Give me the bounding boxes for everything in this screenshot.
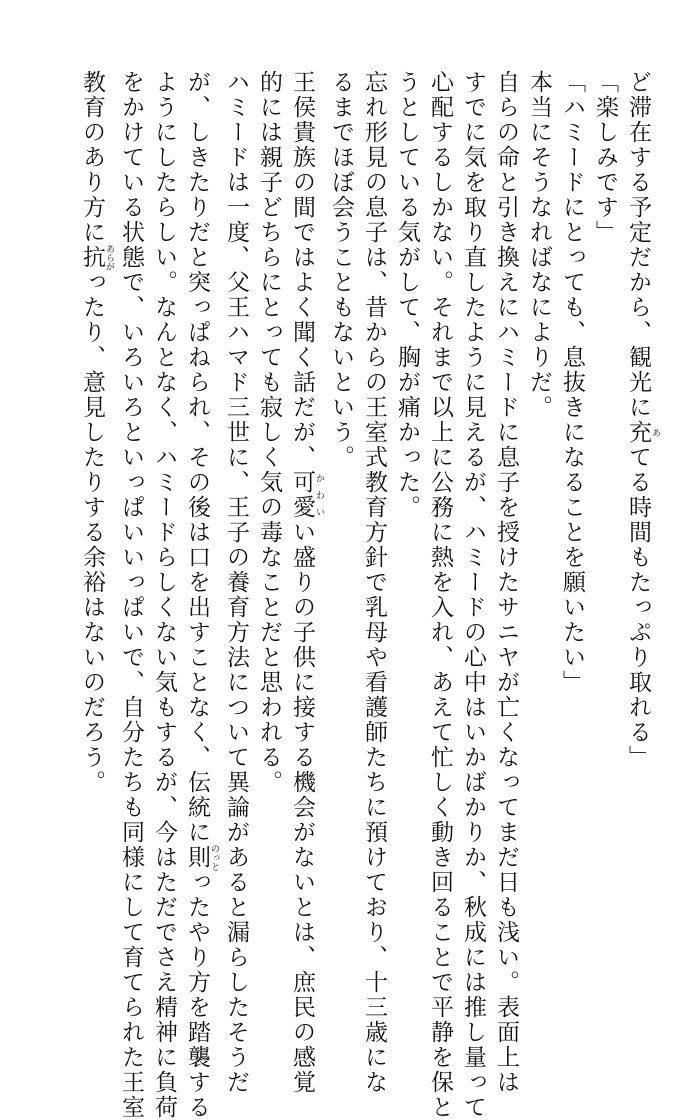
text-line-5: 自らの命と引き換えにハミードに息子を授けたサニヤが亡くなってまだ日も浅い。表面上は (493, 70, 519, 1095)
text-line-14: が、しきたりだと突っぱねられ、その後は口を出すことなく、伝統に則 のっとったやり方を踏襲する (184, 70, 219, 1120)
text-line-10: るまでほぼ会うこともないという。 (328, 70, 354, 470)
text-line-2: 「楽しみです」 (592, 70, 618, 245)
text-line-9: 忘れ形見の息子は、昔からの王室式教育方針で乳母や看護師たちに預けており、十三歳にな (361, 70, 387, 1095)
ruby-nottotta: 則 のっと (184, 844, 219, 871)
text-line-11: 王侯貴族の間ではよく聞く話だが、可愛 かわいい盛りの子供に接する機会がないとは、庶民の感覚 (289, 70, 324, 1095)
text-line-7: 心配するしかない。それまで以上に公務に熱を入れ、あえて忙しく動き回ることで平静を保と (427, 70, 453, 1120)
ruby-kawai: 可愛 かわい (289, 470, 324, 520)
text-line-16: をかけている状態で、いろいろといっぱいいっぱいで、自分たちも同様にして育てられた王室 (118, 70, 144, 1120)
text-line-1: ど滞在する予定だから、観光に充 あてる時間もたっぷり取れる」 (625, 70, 660, 770)
text-line-13: ハミードは一度、父王ハマド三世に、王子の養育方法について異論があると漏らしたそうだ (223, 70, 249, 1095)
ruby-ate: 充 あ (625, 420, 660, 445)
text-line-4: 本当にそうなればなによりだ。 (526, 70, 552, 420)
text-line-6: すでに気を取り直したように見えるが、ハミードの心中はいかばかりか、秋成には推し量って (460, 70, 486, 1120)
text-line-17: 教育のあり方に抗 あらがったり、意見したりする余裕はないのだろう。 (79, 70, 114, 795)
text-line-8: うとしている気がして、胸が痛かった。 (394, 70, 420, 520)
vertical-text-body (75, 70, 660, 1120)
ruby-aragatta: 抗 あらが (79, 244, 114, 271)
text-line-3: 「ハミードにとっても、息抜きになることを願いたい」 (559, 70, 585, 695)
text-line-12: 的には親子どちらにとっても寂しく気の毒なことだと思われる。 (256, 70, 282, 795)
text-line-15: ようにしたらしい。なんとなく、ハミードらしくない気もするが、今はただでさえ精神に負荷 (151, 70, 177, 1120)
